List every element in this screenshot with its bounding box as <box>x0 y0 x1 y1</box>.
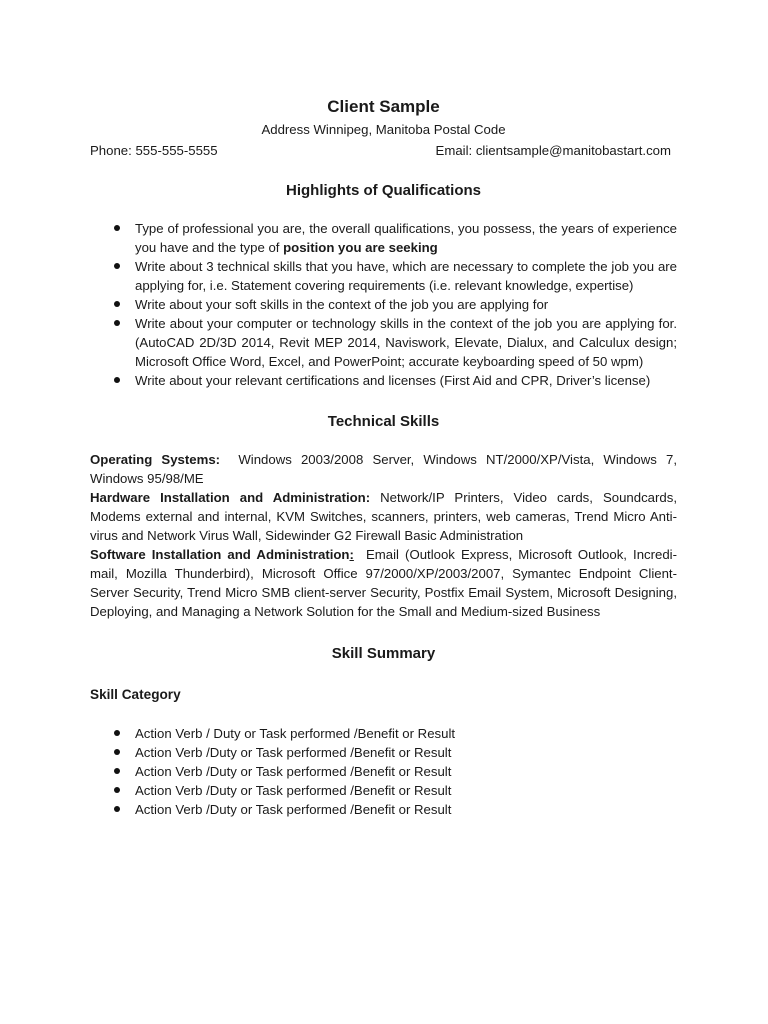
skill-summary-list <box>90 724 677 819</box>
operating-systems-para <box>90 450 677 488</box>
list-item <box>90 371 677 390</box>
contact-row <box>90 141 677 160</box>
bullet-icon <box>114 806 120 812</box>
highlight-text: Type of professional you are, the overall qualifications, you possess, the years of experience you have and the type of <box>135 221 677 255</box>
email-text: Email: clientsample@manitobastart.com <box>435 143 671 158</box>
bullet-icon <box>114 768 120 774</box>
list-item <box>90 800 677 819</box>
bullet-icon <box>114 225 120 231</box>
hardware-para <box>90 488 677 545</box>
list-item <box>90 257 677 295</box>
bullet-icon <box>114 377 120 383</box>
bullet-icon <box>114 301 120 307</box>
software-colon: : <box>349 547 354 562</box>
summary-item-text: Action Verb /Duty or Task performed /Benefit or Result <box>135 783 452 798</box>
highlights-list <box>90 219 677 390</box>
bullet-icon <box>114 787 120 793</box>
list-item <box>90 314 677 371</box>
highlight-text: Write about 3 technical skills that you have, which are necessary to complete the job you are applying for, i.e. Statement covering requirements (i.e. relevant knowledge, expertise) <box>135 259 677 293</box>
bullet-icon <box>114 730 120 736</box>
hardware-label: Hardware Installation and Administration: <box>90 490 371 505</box>
address-line: Address Winnipeg, Manitoba Postal Code <box>261 122 506 137</box>
highlight-text: Write about your computer or technology skills in the context of the job you are applying for.(AutoCAD 2D/3D 2014, Revit MEP 2014, Naviswork, Elevate, Dialux, and Calculux design; Microsoft Office Word, Excel, and PowerPoint; accurate keyboarding speed of 50 wpm) <box>135 316 677 369</box>
phone-text: Phone: 555-555-5555 <box>90 143 218 158</box>
highlights-heading: Highlights of Qualifications <box>286 182 481 199</box>
highlight-text: Write about your relevant certifications and licenses (First Aid and CPR, Driver’s license) <box>135 373 651 388</box>
list-item <box>90 219 677 257</box>
bullet-icon <box>114 749 120 755</box>
summary-item-text: Action Verb / Duty or Task performed /Benefit or Result <box>135 726 456 741</box>
summary-item-text: Action Verb /Duty or Task performed /Benefit or Result <box>135 745 452 760</box>
resume-page <box>90 96 677 819</box>
list-item <box>90 743 677 762</box>
software-text: Email (Outlook Express, Microsoft Outlook, Incredi-mail, Mozilla Thunderbird), Microsoft Office 97/2000/XP/2003/2007, Symantec Endpoint Client-Server Security, Trend Micro SMB client-server Security, Postfix Email System, Microsoft Designing, Deploying, and Managing a Network Solution for the Small and Medium-sized Business <box>90 547 678 619</box>
skill-summary-heading: Skill Summary <box>331 645 436 662</box>
highlight-emphasis: position you are seeking <box>283 240 438 255</box>
list-item <box>90 295 677 314</box>
skill-category-heading: Skill Category <box>90 687 181 702</box>
client-name: Client Sample <box>327 97 440 116</box>
hardware-text: Network/IP Printers, Video cards, Soundcards, Modems external and internal, KVM Switches, scanners, printers, web cameras, Trend Micro Anti-virus and Network Virus Wall, Sidewinder G2 Firewall Basic Administration <box>90 490 677 543</box>
list-item <box>90 781 677 800</box>
highlight-text: Write about your soft skills in the context of the job you are applying for <box>135 297 549 312</box>
technical-skills-block <box>90 450 677 621</box>
software-para <box>90 545 677 621</box>
list-item <box>90 762 677 781</box>
operating-systems-label: Operating Systems: <box>90 452 221 467</box>
summary-item-text: Action Verb /Duty or Task performed /Benefit or Result <box>135 802 452 817</box>
software-label: Software Installation and Administration <box>90 547 350 562</box>
operating-systems-text: Windows 2003/2008 Server, Windows NT/2000/XP/Vista, Windows 7, Windows 95/98/ME <box>90 452 677 486</box>
bullet-icon <box>114 263 120 269</box>
list-item <box>90 724 677 743</box>
bullet-icon <box>114 320 120 326</box>
technical-skills-heading: Technical Skills <box>327 413 440 430</box>
summary-item-text: Action Verb /Duty or Task performed /Benefit or Result <box>135 764 452 779</box>
